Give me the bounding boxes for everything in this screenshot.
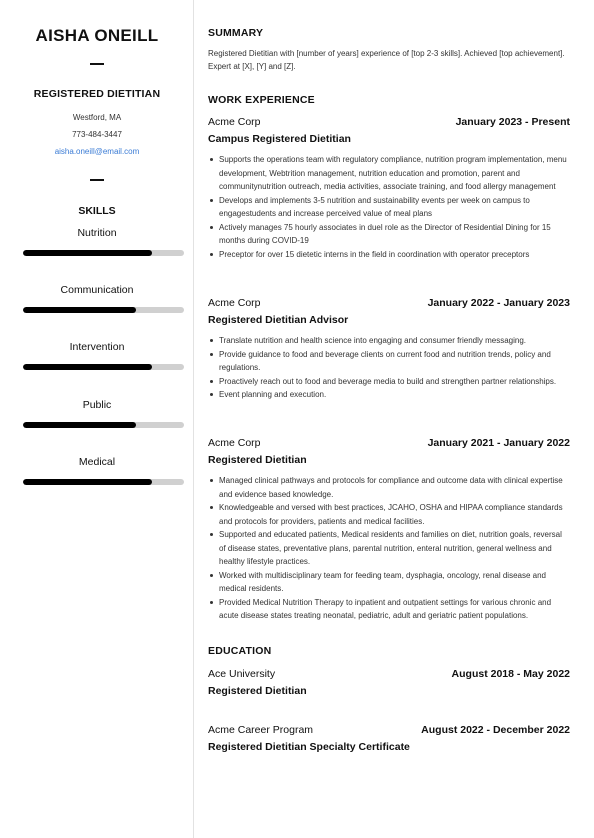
divider-dash [90, 63, 104, 65]
list-item: Worked with multidisciplinary team for feeding team, dysphagia, oncology, renal disease and medical residents. [208, 569, 570, 596]
phone: 773-484-3447 [72, 130, 122, 139]
job-header [208, 297, 570, 311]
summary-text: Registered Dietitian with [number of years] experience of [top 2-3 skills]. Achieved [top achievement]. Expert at [X], [Y] and [Z]. [208, 49, 565, 71]
list-item: Provided Medical Nutrition Therapy to inpatient and outpatient settings for various chronic and acute disease states treating neonatal, pediatric, adult and geriatric patient populations. [208, 596, 570, 623]
list-item: Actively manages 75 hourly associates in duel role as the Director of Residential Dining for 15 months during COVID-19 [208, 221, 570, 248]
job-dates: January 2022 - January 2023 [427, 297, 570, 309]
school-name: Acme Career Program [208, 724, 314, 736]
list-item: Event planning and execution. [208, 388, 570, 402]
skill-label: Medical [78, 456, 116, 468]
company-name: Acme Corp [208, 116, 261, 128]
skill-bar-track [23, 307, 184, 313]
skill-bar-fill [23, 422, 136, 428]
list-item: Translate nutrition and health science into engaging and consumer friendly messaging. [208, 334, 570, 348]
education-header [208, 724, 570, 738]
list-item: Knowledgeable and versed with best practices, JCAHO, OSHA and HIPAA compliance standards and protocols for providers, patients and medical facilities. [208, 501, 570, 528]
skill-bar-track [23, 364, 184, 370]
location: Westford, MA [72, 113, 122, 122]
job-bullets [208, 474, 570, 623]
skill-bar-track [23, 422, 184, 428]
skill-label: Nutrition [77, 227, 117, 239]
list-item: Develops and implements 3-5 nutrition and sustainability events per week on campus to engagestudents and increase perceived value of meal plans [208, 194, 570, 221]
skill-bar-fill [23, 307, 136, 313]
list-item: Preceptor for over 15 dietetic interns in the field in coordination with operator preceptors [208, 248, 570, 262]
degree: Registered Dietitian Specialty Certificate [208, 741, 410, 753]
school-name: Ace University [208, 668, 276, 680]
job-bullets [208, 153, 570, 261]
education-dates: August 2022 - December 2022 [421, 724, 570, 736]
experience-heading: WORK EXPERIENCE [208, 94, 315, 106]
education-dates: August 2018 - May 2022 [451, 668, 570, 680]
skills-heading: SKILLS [78, 205, 116, 217]
list-item: Supports the operations team with regulatory compliance, nutrition program implementation, menu development, Webtrition management, nutrition education and promotion, parent and communitynutrition outreach, media activities, associate training, and food allergy management [208, 153, 570, 194]
email-link[interactable]: aisha.oneill@email.com [54, 147, 140, 156]
education-header [208, 668, 570, 682]
skill-label: Intervention [69, 341, 125, 353]
company-name: Acme Corp [208, 437, 261, 449]
skill-bar-track [23, 479, 184, 485]
job-header [208, 437, 570, 451]
company-name: Acme Corp [208, 297, 261, 309]
skill-bar-track [23, 250, 184, 256]
skill-label: Public [82, 399, 112, 411]
skill-bar-fill [23, 479, 152, 485]
divider-dash [90, 179, 104, 181]
job-header [208, 116, 570, 130]
sidebar [0, 0, 194, 838]
summary-heading: SUMMARY [208, 27, 264, 39]
skill-bar-fill [23, 364, 152, 370]
candidate-name: AISHA ONEILL [35, 26, 159, 45]
list-item: Supported and educated patients, Medical residents and families on diet, nutrition goals, reversal of disease states, preventative plans, parental nutrition, enteral nutrition, general wellness and healthy lifestyle practices. [208, 528, 570, 569]
degree: Registered Dietitian [208, 685, 307, 697]
list-item: Proactively reach out to food and beverage media to build and strengthen partner relationships. [208, 375, 570, 389]
job-bullets [208, 334, 570, 402]
skill-bar-fill [23, 250, 152, 256]
job-dates: January 2021 - January 2022 [427, 437, 570, 449]
skill-label: Communication [60, 284, 134, 296]
list-item: Managed clinical pathways and protocols for compliance and outcome data with clinical expertise and evidence based knowledge. [208, 474, 570, 501]
job-role: Registered Dietitian [208, 454, 307, 466]
job-title: REGISTERED DIETITIAN [33, 88, 161, 100]
list-item: Provide guidance to food and beverage clients on current food and nutrition trends, policy and regulations. [208, 348, 570, 375]
education-heading: EDUCATION [208, 645, 272, 657]
job-role: Registered Dietitian Advisor [208, 314, 349, 326]
job-role: Campus Registered Dietitian [208, 133, 351, 145]
job-dates: January 2023 - Present [455, 116, 570, 128]
